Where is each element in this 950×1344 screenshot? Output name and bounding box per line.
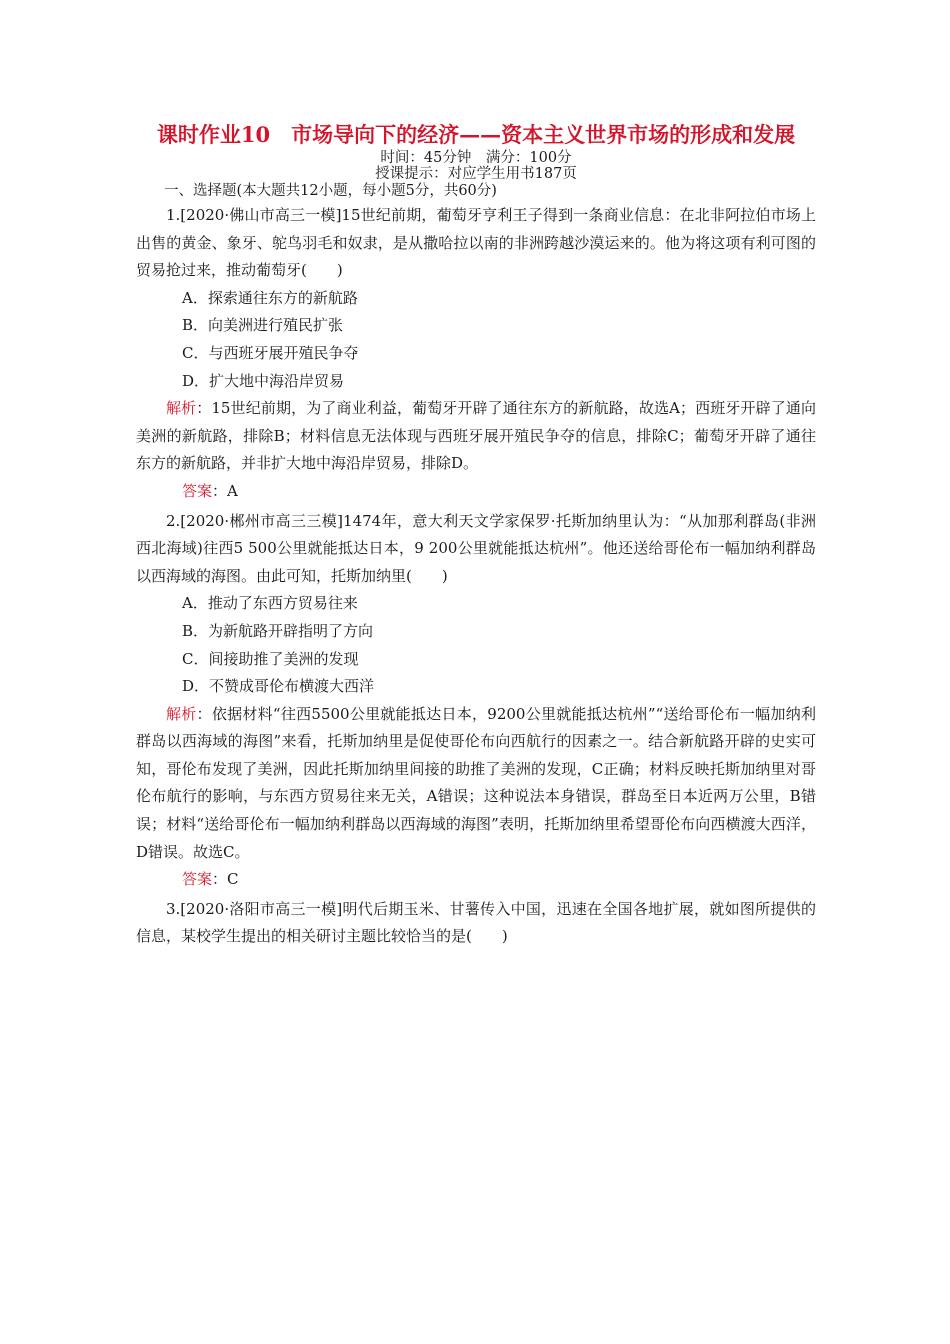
option-a: A．探索通往东方的新航路 [182, 288, 358, 307]
answer [136, 478, 816, 506]
answer-value: ：C [212, 870, 239, 889]
answer-label: 答案 [182, 481, 213, 500]
document-title: 课时作业10 市场导向下的经济——资本主义世界市场的形成和发展 [156, 122, 796, 147]
answer-value: ：A [212, 481, 238, 500]
option-b: B．向美洲进行殖民扩张 [182, 316, 344, 335]
option-b: B．为新航路开辟指明了方向 [182, 621, 374, 640]
answer [136, 866, 816, 894]
time-limit: 时间：45分钟 满分：100分 [380, 150, 572, 166]
option-d: D．扩大地中海沿岸贸易 [182, 371, 345, 390]
analysis [136, 395, 816, 478]
question-stem: 1.[2020·佛山市高三一模]15世纪前期，葡萄牙亨利王子得到一条商业信息：在北非阿拉伯市场上出售的黄金、象牙、鸵鸟羽毛和奴隶，是从撒哈拉以南的非洲跨越沙漠运来的。他为将这项有利可图的贸易抢过来，推动葡萄牙( ) [136, 206, 816, 280]
analysis-label: 解析 [166, 399, 197, 418]
analysis-text: ：15世纪前期，为了商业利益，葡萄牙开辟了通往东方的新航路，故选A；西班牙开辟了通向美洲的新航路，排除B；材料信息无法体现与西班牙展开殖民争夺的信息，排除C；葡萄牙开辟了通往东方的新航路，并非扩大地中海沿岸贸易，排除D。 [136, 399, 816, 473]
option-d: D．不赞成哥伦布横渡大西洋 [182, 677, 375, 696]
question-3 [136, 896, 816, 951]
option-c: C．间接助推了美洲的发现 [182, 649, 359, 668]
textbook-reference: 授课提示：对应学生用书187页 [375, 166, 577, 182]
section-heading: 一、选择题(本大题共12小题，每小题5分，共60分) [164, 183, 497, 199]
question-stem: 3.[2020·洛阳市高三一模]明代后期玉米、甘薯传入中国，迅速在全国各地扩展，就如图所提供的信息，某校学生提出的相关研讨主题比较恰当的是( ) [136, 899, 816, 946]
question-2 [136, 508, 816, 894]
option-a: A．推动了东西方贸易往来 [182, 594, 358, 613]
analysis [136, 701, 816, 867]
question-1 [136, 202, 816, 506]
document-page [136, 120, 816, 951]
analysis-text: ：依据材料“往西5500公里就能抵达日本，9200公里就能抵达杭州”“送给哥伦布一幅加纳利群岛以西海域的海图”来看，托斯加纳里是促使哥伦布向西航行的因素之一。结合新航路开辟的史实可知，哥伦布发现了美洲，因此托斯加纳里间接的助推了美洲的发现，C正确；材料反映托斯加纳里对哥伦布航行的影响，与东西方贸易往来无关，A错误；这种说法本身错误，群岛至日本近两万公里，B错误；材料“送给哥伦布一幅加纳利群岛以西海域的海图”表明，托斯加纳里希望哥伦布向西横渡大西洋，D错误。故选C。 [136, 704, 816, 861]
option-c: C．与西班牙展开殖民争夺 [182, 343, 359, 362]
answer-label: 答案 [182, 870, 213, 889]
analysis-label: 解析 [166, 704, 197, 723]
question-stem: 2.[2020·郴州市高三三模]1474年，意大利天文学家保罗·托斯加纳里认为：“从加那利群岛(非洲西北海域)往西5 500公里就能抵达日本，9 200公里就能抵达杭州”。他还送给哥伦布一幅加纳利群岛以西海域的海图。由此可知，托斯加纳里( ) [136, 511, 816, 585]
